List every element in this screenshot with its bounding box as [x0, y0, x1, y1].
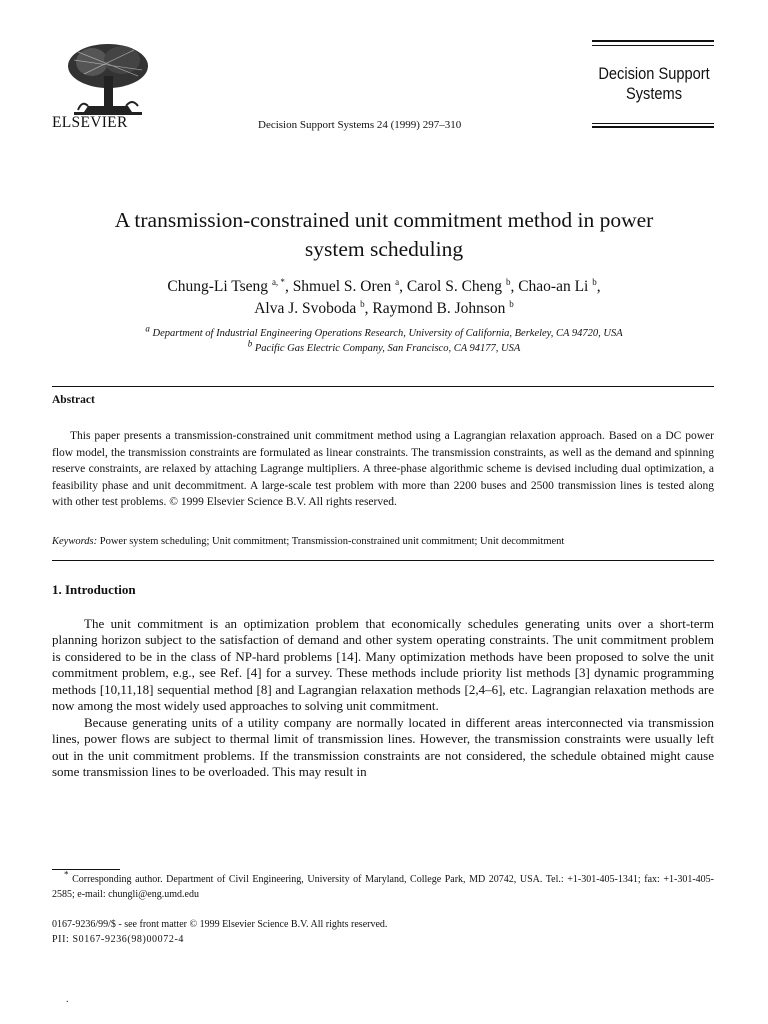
journal-reference: Decision Support Systems 24 (1999) 297–310 — [258, 119, 462, 131]
author-name: Shmuel S. Oren — [292, 278, 392, 295]
footnote-mark: * — [64, 869, 69, 880]
header-rule-top-thin — [592, 45, 714, 46]
author-name: Chao-an Li — [518, 278, 589, 295]
paper-title — [60, 206, 708, 264]
affiliation-a — [60, 323, 708, 339]
issn-line: 0167-9236/99/$ - see front matter © 1999 Elsevier Science B.V. All rights reserved. — [52, 919, 388, 930]
publisher-name: ELSEVIER — [52, 114, 128, 131]
keywords-text: Power system scheduling; Unit commitment; Transmission-constrained unit commitment; Unit decommitment — [99, 536, 565, 547]
affiliation-text: Pacific Gas Electric Company, San Francisco, CA 94177, USA — [254, 343, 521, 354]
author-affiliation-mark: b — [360, 298, 365, 309]
intro-paragraph-2: Because generating units of a utility company are normally located in different areas interconnected via transmission lines, power flows are subject to thermal limit of transmission lines. However, the transmission constraints were usually left out in the unit commitment problems. If the transmission constraints are not considered, the schedule obtained might cause some transmission lines to be overloaded. This may result in — [52, 715, 714, 780]
section-heading-introduction: 1. Introduction — [52, 582, 136, 597]
header-rule-bottom-thin — [592, 123, 714, 124]
abstract-text: This paper presents a transmission-constrained unit commitment method using a Lagrangian relaxation approach. Based on a DC power flow model, the transmission constraints are formulated as linear constraints. The transmission constraints, as well as the demand and spinning reserve constraints, are relaxed by attaching Lagrange multipliers. A three-phase algorithmic scheme is devised including dual optimization, a feasibility phase and unit decommitment. A large-scale test problem with more than 2200 buses and 2500 transmission lines is tested along with other test problems. © 1999 Elsevier Science B.V. All rights reserved. — [52, 430, 714, 509]
affiliation-b — [60, 338, 708, 354]
abstract-top-rule — [52, 386, 714, 387]
author-name: Chung-Li Tseng — [167, 278, 269, 295]
author-affiliation-mark: a, * — [271, 276, 285, 287]
footnote-text: Corresponding author. Department of Civil Engineering, University of Maryland, College Park, MD 20742, USA. Tel.: +1-301-405-1341; fax: +1-301-405-2585; e-mail: chungli@eng.umd.edu — [52, 874, 714, 900]
author-affiliation-mark: b — [509, 298, 514, 309]
keywords — [52, 536, 714, 547]
journal-name-line1: Decision Support — [598, 64, 710, 83]
abstract-heading: Abstract — [52, 394, 95, 406]
title-line2: system scheduling — [304, 237, 464, 261]
journal-name-line2: Systems — [625, 84, 683, 103]
journal-name — [597, 64, 711, 104]
author-name: Alva J. Svoboda — [254, 300, 357, 317]
author-affiliation-mark: b — [505, 276, 511, 287]
author-list — [60, 276, 708, 320]
authors-line2: Alva J. Svoboda $^b$, Raymond B. Johnson $^b$ — [254, 298, 514, 317]
header-rule-top — [592, 40, 714, 42]
affiliation-text: Department of Industrial Engineering Operations Research, University of California, Berkeley, CA 94720, USA — [152, 328, 623, 339]
pii-line: PII: S0167-9236(98)00072-4 — [52, 934, 184, 945]
keywords-label: Keywords: — [52, 536, 98, 547]
author-affiliation-mark: b — [592, 276, 597, 287]
footnote-rule — [52, 869, 120, 870]
author-affiliation-mark: a — [395, 276, 400, 287]
affiliation-mark: a — [145, 323, 150, 334]
author-name: Raymond B. Johnson — [372, 300, 506, 317]
elsevier-tree-logo-icon — [64, 40, 152, 118]
affiliation-mark: b — [247, 338, 253, 349]
trailing-dot: . — [66, 994, 69, 1005]
authors-line1: Chung-Li Tseng $^{a, *}$, Shmuel S. Oren $^a$, Carol S. Cheng $^b$, Chao-an Li $^b$, — [167, 276, 601, 295]
abstract-bottom-rule — [52, 560, 714, 561]
title-line1: A transmission-constrained unit commitment method in power — [114, 208, 654, 232]
author-name: Carol S. Cheng — [406, 278, 503, 295]
corresponding-author-footnote — [52, 869, 714, 902]
intro-paragraph-1: The unit commitment is an optimization problem that economically schedules generating units over a short-term planning horizon subject to the satisfaction of demand and other system operating constraints. The unit commitment problem is considered to be in the class of NP-hard problems [14]. Many optimization methods have been proposed to solve the unit commitment problem, e.g., see Ref. [4] for a survey. These methods include priority list methods [3] dynamic programming methods [10,11,18] sequential method [8] and Lagrangian relaxation methods [2,4–6], etc. Lagrangian relaxation methods are now among the most widely used approaches to solving unit commitment. — [52, 616, 714, 714]
header-rule-bottom — [592, 126, 714, 128]
